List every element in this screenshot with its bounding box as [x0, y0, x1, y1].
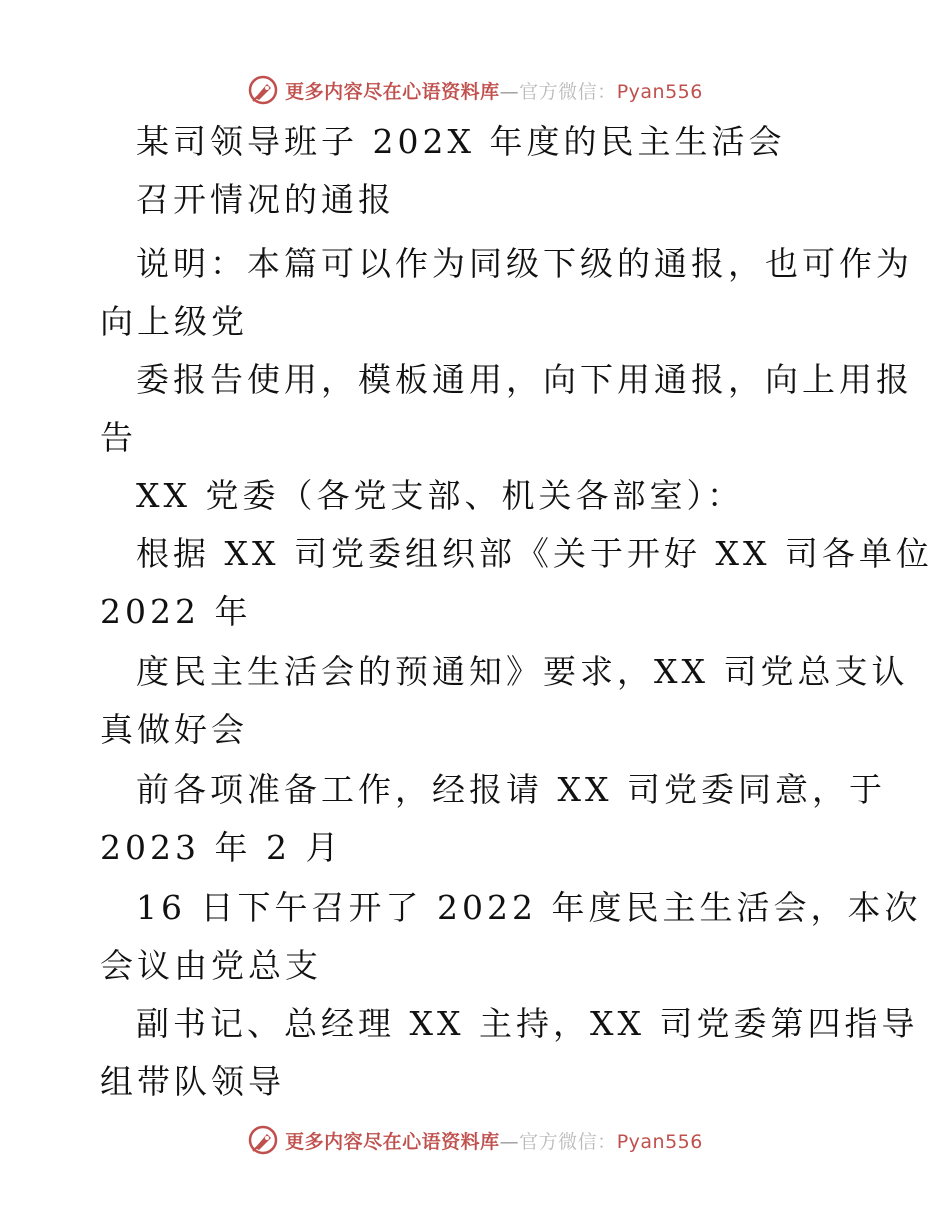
- doc-title-line-2: 召开情况的通报: [136, 180, 395, 219]
- watermark-colon: ：: [597, 80, 617, 103]
- doc-line: 会议由党总支: [100, 946, 322, 985]
- watermark-account: Pyan556: [616, 1130, 703, 1153]
- watermark-dash: —: [499, 1130, 520, 1153]
- watermark-account: Pyan556: [616, 80, 703, 103]
- header-watermark: [0, 70, 950, 110]
- doc-line: 16 日下午召开了 2022 年度民主生活会，本次: [136, 888, 922, 927]
- doc-line: 前各项准备工作，经报请 XX 司党委同意，于: [136, 770, 886, 809]
- doc-line: 度民主生活会的预通知》要求，XX 司党总支认: [136, 652, 909, 691]
- doc-line: 副书记、总经理 XX 主持，XX 司党委第四指导: [136, 1004, 919, 1043]
- pen-nib-logo-icon: [247, 1124, 279, 1156]
- doc-line: 真做好会: [100, 710, 248, 749]
- doc-line: 2023 年 2 月: [100, 828, 343, 867]
- doc-line: XX 党委（各党支部、机关各部室）：: [136, 476, 744, 515]
- doc-line: 委报告使用，模板通用，向下用通报，向上用报: [136, 360, 913, 399]
- doc-title-line-1: 某司领导班子 202X 年度的民主生活会: [136, 122, 786, 161]
- doc-line: 告: [100, 418, 137, 457]
- doc-line: 组带队领导: [100, 1062, 285, 1101]
- doc-line: 根据 XX 司党委组织部《关于开好 XX 司各单位: [136, 534, 933, 573]
- watermark-text: [285, 77, 703, 104]
- footer-watermark: [0, 1120, 950, 1160]
- watermark-brand: 更多内容尽在心语资料库: [285, 1130, 500, 1153]
- watermark-brand: 更多内容尽在心语资料库: [285, 80, 500, 103]
- watermark-text: [285, 1127, 703, 1154]
- pen-nib-logo-icon: [247, 74, 279, 106]
- watermark-official: 官方微信: [519, 1130, 598, 1153]
- watermark-colon: ：: [597, 1130, 617, 1153]
- doc-line: 2022 年: [100, 592, 252, 631]
- doc-line: 向上级党: [100, 302, 248, 341]
- watermark-official: 官方微信: [519, 80, 598, 103]
- watermark-dash: —: [499, 80, 520, 103]
- doc-line: 说明：本篇可以作为同级下级的通报，也可作为: [136, 244, 913, 283]
